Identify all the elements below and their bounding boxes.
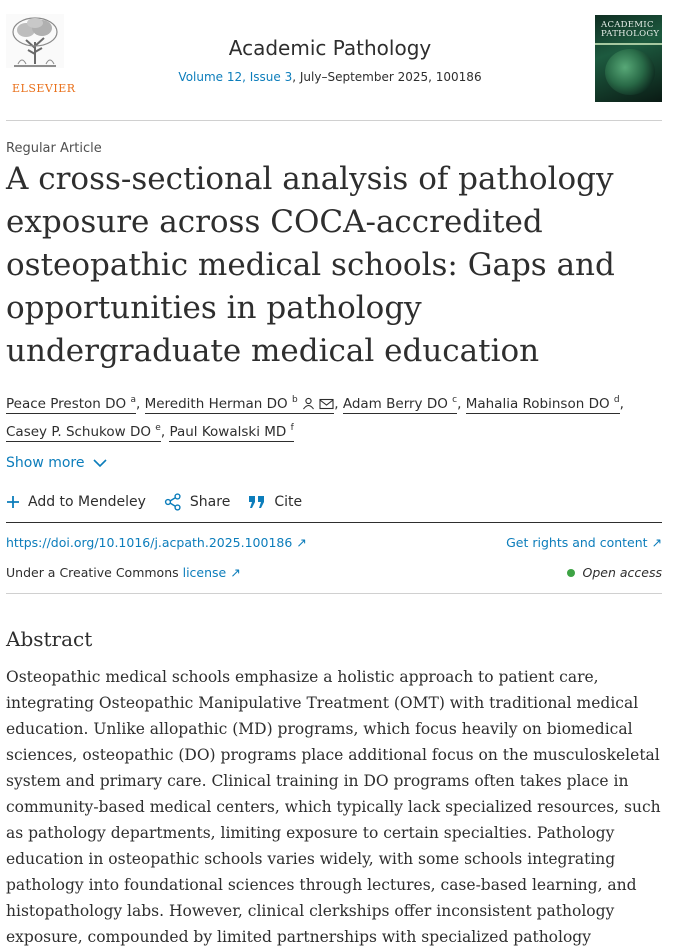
cite-label: Cite <box>274 494 303 510</box>
license-text: Under a Creative Commons license ↗ <box>6 565 241 580</box>
publisher-logo[interactable] <box>6 14 76 95</box>
open-access-dot-icon <box>567 569 575 577</box>
actions-divider <box>6 522 662 523</box>
share-button[interactable] <box>164 493 230 511</box>
article-actions <box>6 493 320 511</box>
issue-date: , July–September 2025, 100186 <box>292 70 482 84</box>
author-list: Peace Preston DO $^a$, Meredith Herman DO $^b$ , Adam Berry DO $^c$, Mahalia Robinson DO $^d$, Casey P. Schukow DO $^e$, Paul Kowalski MD $^f$ <box>6 395 624 440</box>
journal-header <box>0 0 680 120</box>
show-more-button[interactable] <box>6 455 107 471</box>
author-link[interactable]: Mahalia Robinson DO $^d$ <box>465 395 620 412</box>
email-icon <box>319 398 334 410</box>
mendeley-label: Add to Mendeley <box>28 494 146 510</box>
cover-bar <box>595 43 662 45</box>
abstract-text: Osteopathic medical schools emphasize a holistic approach to patient care, integrating Osteopathic Manipulative Treatment (OMT) with traditional medical education. Unlike allopathic (MD) programs, which focus heavily on biomedical sciences, osteopathic (DO) programs place additional focus on the musculoskeletal system and primary care. Clinical training in DO programs often takes place in community-based medical centers, which typically lack specialized resources, such as pathology departments, limiting exposure to certain specialties. Pathology education in osteopathic schools varies widely, with some schools integrating pathology into foundational sciences through lectures, case-based learning, and histopathology labs. However, clinical clerkships offer inconsistent pathology exposure, compounded by limited partnerships with specialized pathology <box>6 668 661 946</box>
author-link[interactable]: Peace Preston DO $^a$ <box>6 395 136 412</box>
chevron-down-icon <box>93 459 107 468</box>
article-type: Regular Article <box>6 141 102 156</box>
journal-cover[interactable] <box>595 15 662 102</box>
author-link[interactable]: Casey P. Schukow DO $^e$ <box>6 423 161 440</box>
plus-icon <box>6 495 20 509</box>
cite-button[interactable] <box>248 494 302 510</box>
doi-row <box>6 535 662 550</box>
volume-issue-link[interactable]: Volume 12, Issue 3 <box>178 70 293 84</box>
quote-icon <box>248 495 266 509</box>
cover-title: ACADEMIC PATHOLOGY <box>601 20 660 39</box>
publisher-name: ELSEVIER <box>12 82 76 95</box>
license-row <box>6 565 662 580</box>
abstract-heading: Abstract <box>6 627 93 651</box>
journal-issue <box>178 70 481 84</box>
show-more-label: Show more <box>6 455 85 471</box>
author-link[interactable]: Adam Berry DO $^c$ <box>342 395 458 412</box>
license-link[interactable]: license ↗ <box>182 565 241 580</box>
doi-link[interactable]: https://doi.org/10.1016/j.acpath.2025.100186 ↗ <box>6 535 307 550</box>
section-divider <box>6 593 662 594</box>
article-title: A cross-sectional analysis of pathology exposure across COCA-accredited osteopathic medical schools: Gaps and opportunities in pathology undergraduate medical education <box>6 161 615 369</box>
elsevier-tree-icon <box>6 14 64 68</box>
cover-art <box>605 49 655 95</box>
author-link[interactable]: Meredith Herman DO $^b$ <box>145 396 335 414</box>
rights-link[interactable]: Get rights and content ↗ <box>506 535 662 550</box>
add-to-mendeley-button[interactable] <box>6 494 146 510</box>
author-link[interactable]: Paul Kowalski MD $^f$ <box>169 423 294 440</box>
journal-title[interactable]: Academic Pathology <box>228 36 432 60</box>
header-divider <box>6 120 662 121</box>
open-access-badge: Open access <box>567 565 662 580</box>
share-label: Share <box>189 494 231 510</box>
share-icon <box>164 493 182 511</box>
person-icon <box>302 397 315 410</box>
journal-info <box>120 36 540 86</box>
